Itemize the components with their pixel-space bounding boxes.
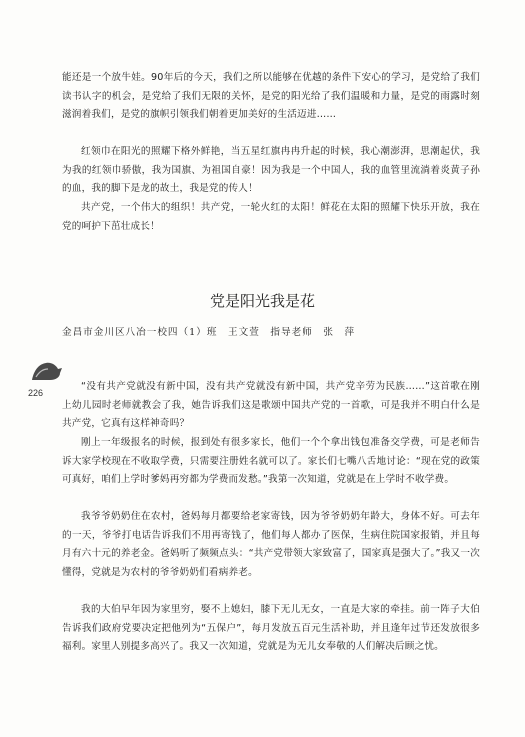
paragraph: 红领巾在阳光的照耀下格外鲜艳，当五星红旗冉冉升起的时候，我心潮澎湃，思潮起伏，我为我的红领巾骄傲，我为国旗、为祖国自豪！因为我是一个中国人，我的血管里流淌着炎黄子孙的血，我的脚下是龙的故土，我是党的传人！ [62,146,480,195]
page-number: 226 [28,388,44,398]
article-byline: 金昌市金川区八冶一校四（1）班 王文萱 指导老师 张 萍 [62,327,356,338]
paragraph: 能还是一个放牛娃。90年后的今天，我们之所以能够在优越的条件下安心的学习，是党给了我们读书认字的机会，是党给了我们无限的关怀，是党的阳光给了我们温暖和力量，是党的雨露时刻滋润着我们，是党的旗帜引领我们朝着更加美好的生活迈进…… [62,72,480,121]
article-title: 党是阳光我是花 [209,292,315,310]
paragraph: 刚上一年级报名的时候，报到处有很多家长，他们一个个拿出钱包准备交学费，可是老师告诉大家学校现在不收取学费，只需要注册姓名就可以了。家长们七嘴八舌地讨论：“现在党的政策可真好，咱们上学时爹妈再穷都为学费而发愁。”我第一次知道，党就是在上学时不收学费。 [62,437,480,486]
paragraph: 我的大伯早年因为家里穷，娶不上媳妇，膝下无儿无女，一直是大家的牵挂。前一阵子大伯告诉我们政府党要决定把他列为“五保户”，每月发放五百元生活补助，并且逢年过节还发放很多福利。家里人别提多高兴了。我又一次知道，党就是为无儿女奉敬的人们解决后顾之忧。 [62,604,480,653]
paragraph: “没有共产党就没有新中国，没有共产党就没有新中国，共产党辛劳为民族……”这首歌在刚上幼儿园时老师就教会了我，她告诉我们这是歌颂中国共产党的一首歌，可是我并不明白什么是共产党，它真有这样神奇吗？ [62,381,480,430]
paragraph: 共产党，一个伟大的组织！共产党，一轮火红的太阳！鲜花在太阳的照耀下快乐开放，我在党的呵护下茁壮成长！ [62,202,480,232]
page-corner-ornament [30,360,64,382]
paragraph: 我爷爷奶奶住在农村，爸妈每月都要给老家寄钱，因为爷爷奶奶年龄大，身体不好。可去年的一天，爷爷打电话告诉我们不用再寄钱了，他们每人都办了医保，生病住院国家报销，并且每月有六十元的养老金。爸妈听了频频点头：“共产党带领大家致富了，国家真是强大了。”我又一次懂得，党就是为农村的爷爷奶奶们看病养老。 [62,511,480,578]
